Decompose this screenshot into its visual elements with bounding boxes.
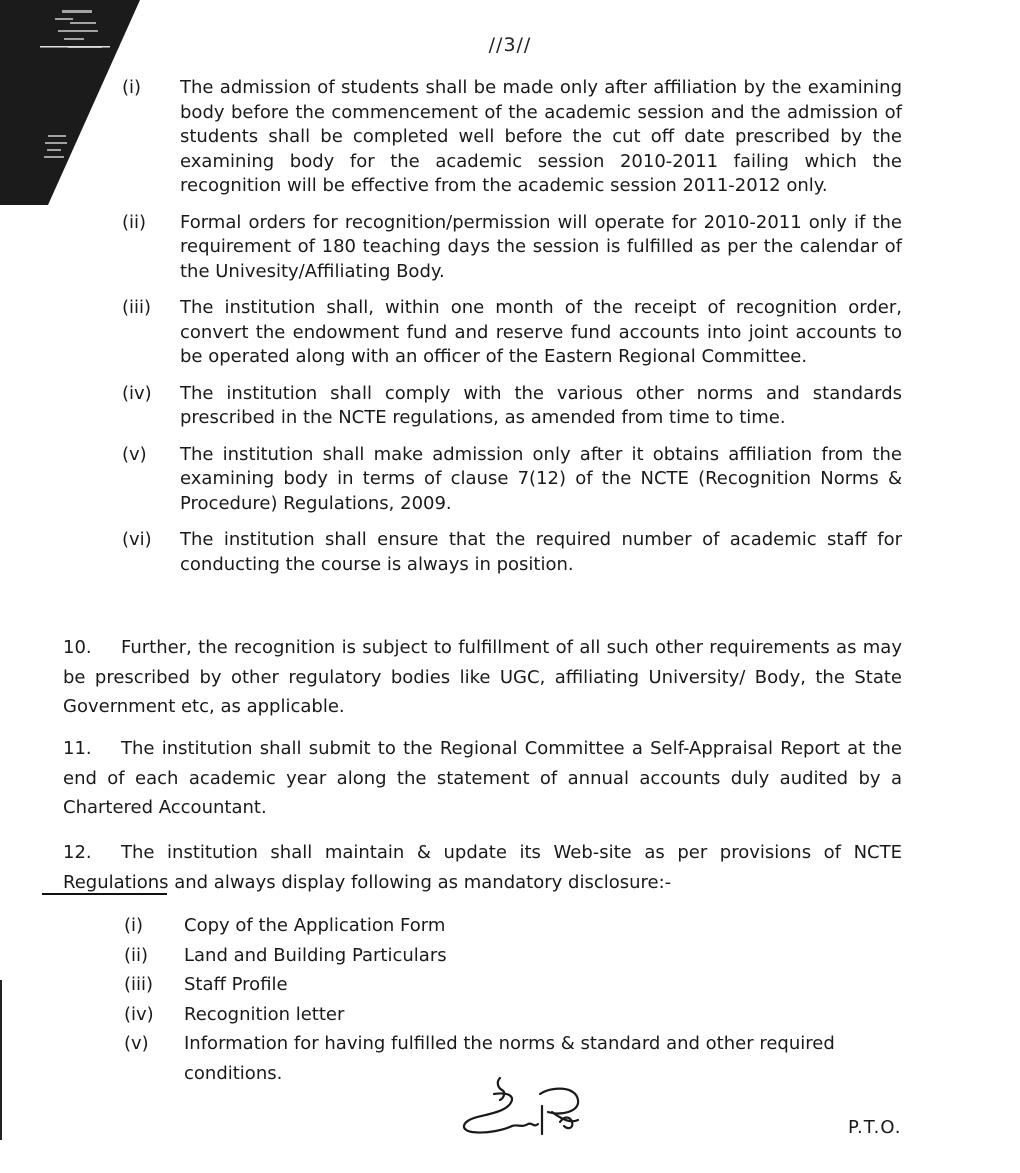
disclosure-item bbox=[124, 941, 902, 971]
disclosure-text: Copy of the Application Form bbox=[184, 915, 446, 936]
paragraph-number: 12. bbox=[63, 842, 92, 863]
disclosure-item bbox=[124, 970, 902, 1000]
scan-edge-line bbox=[0, 980, 2, 1140]
disclosure-item bbox=[124, 1000, 902, 1030]
handwritten-signature bbox=[452, 1072, 592, 1142]
condition-number: (v) bbox=[122, 443, 147, 465]
scan-corner-artifact bbox=[0, 0, 140, 205]
condition-item bbox=[122, 211, 902, 285]
paragraph-12 bbox=[63, 838, 902, 897]
disclosure-number: (iv) bbox=[124, 1003, 154, 1025]
condition-item bbox=[122, 528, 902, 577]
conditions-list bbox=[122, 76, 902, 589]
condition-number: (iii) bbox=[122, 297, 152, 318]
disclosure-number: (v) bbox=[124, 1033, 149, 1054]
condition-item bbox=[122, 443, 902, 517]
hand-underline-mark bbox=[42, 893, 167, 895]
disclosure-number: (iii) bbox=[124, 974, 154, 995]
condition-item bbox=[122, 76, 902, 199]
disclosure-text: Staff Profile bbox=[184, 974, 288, 995]
disclosure-number: (i) bbox=[124, 915, 144, 936]
paragraph-10 bbox=[63, 633, 902, 722]
condition-number: (ii) bbox=[122, 211, 147, 233]
paragraph-text: The institution shall submit to the Regional Committee a Self-Appraisal Report at the end of each academic year along the statement of annual accounts duly audited by a Chartered Accountant. bbox=[63, 738, 902, 818]
condition-item bbox=[122, 296, 902, 370]
paragraph-text: The institution shall maintain & update its Web-site as per provisions of NCTE Regulations and always display following as mandatory disclosure:- bbox=[63, 842, 902, 893]
condition-text: The institution shall, within one month of the receipt of recognition order, convert the endowment fund and reserve fund accounts into joint accounts to be operated along with an officer of the Eastern Regional Committee. bbox=[180, 297, 902, 367]
paragraph-11 bbox=[63, 734, 902, 823]
condition-text: The institution shall make admission only after it obtains affiliation from the examining body in terms of clause 7(12) of the NCTE (Recognition Norms & Procedure) Regulations, 2009. bbox=[180, 443, 902, 514]
disclosure-item bbox=[124, 911, 902, 941]
pto-label: P.T.O. bbox=[848, 1117, 902, 1138]
condition-item bbox=[122, 382, 902, 431]
condition-text: Formal orders for recognition/permission will operate for 2010-2011 only if the requirement of 180 teaching days the session is fulfilled as per the calendar of the Univesity/Affiliating Body. bbox=[180, 211, 902, 282]
condition-text: The institution shall ensure that the required number of academic staff for conducting the course is always in position. bbox=[180, 529, 902, 575]
page-number: //3// bbox=[488, 34, 532, 56]
disclosure-text: Information for having fulfilled the norms & standard and other required conditions. bbox=[184, 1033, 835, 1084]
condition-number: (vi) bbox=[122, 529, 152, 550]
condition-number: (iv) bbox=[122, 382, 152, 404]
paragraph-number: 10. bbox=[63, 637, 92, 658]
disclosure-text: Recognition letter bbox=[184, 1003, 345, 1025]
disclosure-number: (ii) bbox=[124, 944, 149, 966]
disclosure-text: Land and Building Particulars bbox=[184, 944, 447, 966]
condition-number: (i) bbox=[122, 77, 142, 98]
paragraph-number: 11. bbox=[63, 738, 92, 759]
paragraph-text: Further, the recognition is subject to fulfillment of all such other requirements as may be prescribed by other regulatory bodies like UGC, affiliating University/ Body, the State Government etc, as applicable. bbox=[63, 637, 902, 717]
mandatory-disclosure-list bbox=[124, 911, 902, 1088]
condition-text: The admission of students shall be made only after affiliation by the examining body before the commencement of the academic session and the admission of students shall be completed well before the cut off date prescribed by the examining body for the academic session 2010-2011 failing which the recognition will be effective from the academic session 2011-2012 only. bbox=[180, 77, 902, 196]
condition-text: The institution shall comply with the various other norms and standards prescribed in the NCTE regulations, as amended from time to time. bbox=[180, 382, 902, 428]
